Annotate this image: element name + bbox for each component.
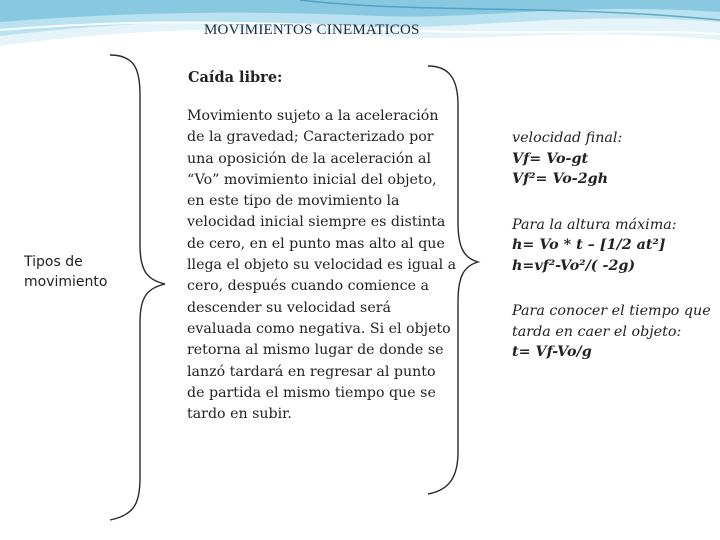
max-height-eq1: h= Vo * t – [1/2 at²] [512,237,666,253]
time-label: Para conocer el tiempo que tarda en caer el objeto: [512,303,711,340]
final-velocity-block [512,128,717,190]
motion-types-label: Tipos de movimiento [24,254,108,290]
final-velocity-label: velocidad final: [512,130,623,146]
time-block [512,301,717,363]
formulas-panel [512,128,717,363]
max-height-block [512,215,717,277]
time-eq1: t= Vf-Vo/g [512,344,592,360]
final-velocity-eq1: Vf= Vo-gt [512,150,589,167]
free-fall-description: Movimiento sujeto a la aceleración de la gravedad; Caracterizado por una oposición de la aceleración al “Vo” movimiento inicial del objeto, en este tipo de movimiento la velocidad inicial siempre es distinta de cero, en el punto mas alto al que llega el objeto su velocidad es igual a cero, después cuando comience a descender su velocidad será evaluada como negativa. Si el objeto retorna al mismo lugar de donde se lanzó tardará en regresar al punto de partida el mismo tiempo que se tardo en subir. [187,108,457,423]
max-height-eq2: h=vf²-Vo²/( -2g) [512,257,636,274]
slide-title: MOVIMIENTOS CINEMATICOS [204,22,420,38]
final-velocity-eq2: Vf²= Vo-2gh [512,171,609,187]
free-fall-heading: Caída libre: [188,69,283,86]
max-height-label: Para la altura máxima: [512,216,677,233]
